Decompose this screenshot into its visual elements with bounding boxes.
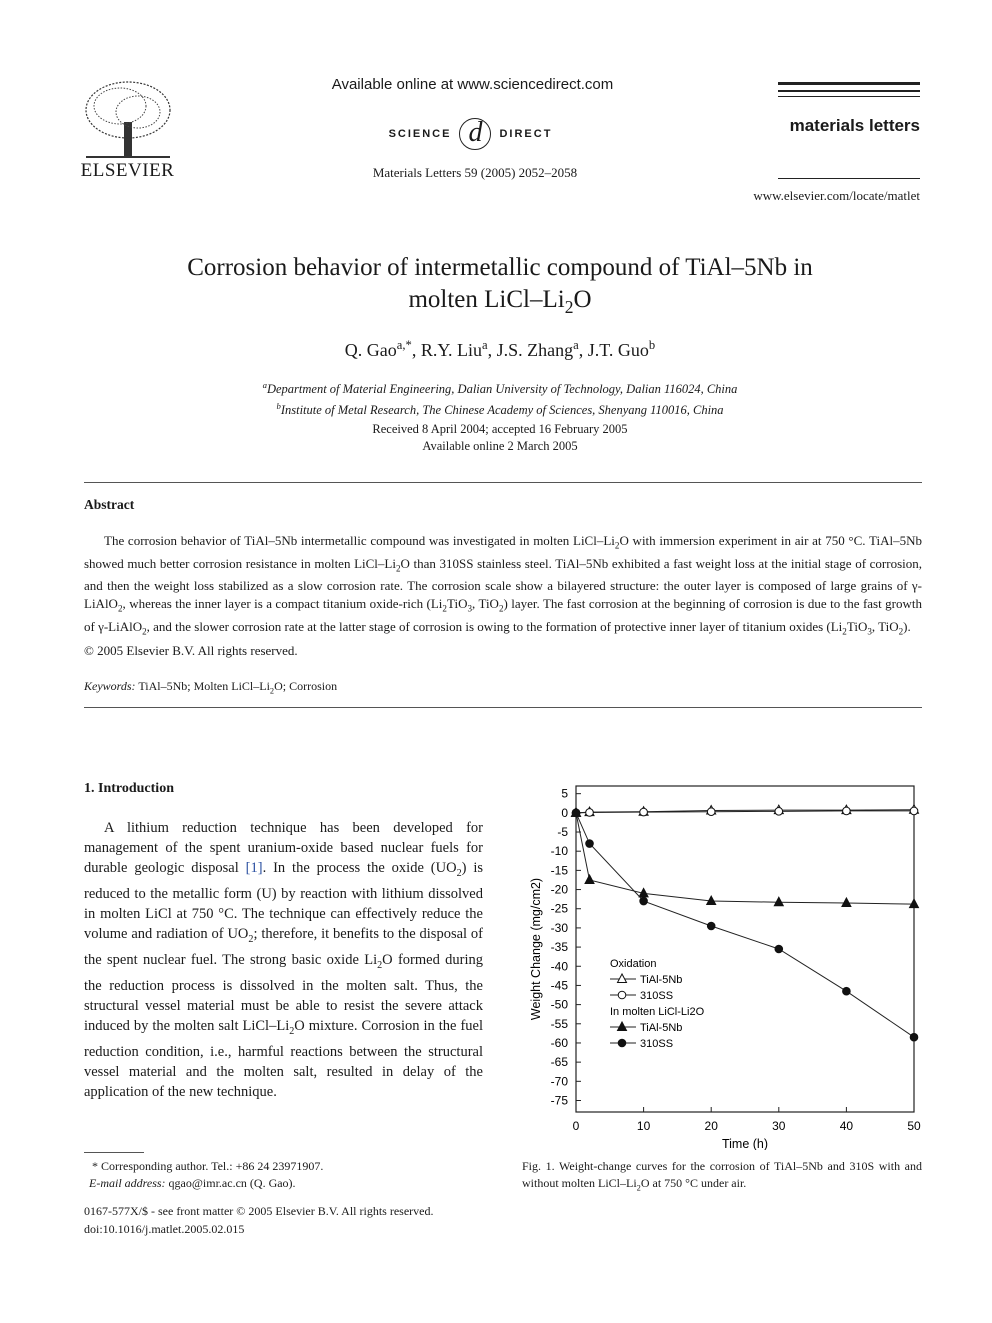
author[interactable]: J.T. Guo$^b$: [587, 338, 656, 360]
y-tick-label: -45: [550, 978, 568, 993]
author[interactable]: J.S. Zhang$^a$: [496, 338, 579, 360]
affiliation: $^a$Department of Material Engineering, Dalian University of Technology, Dalian 116024, China: [262, 380, 738, 397]
y-axis-label: Weight Change (mg/cm2): [529, 877, 543, 1021]
article-title: [100, 252, 900, 323]
legend-marker: [618, 1039, 626, 1047]
sd-at: d: [459, 118, 491, 150]
citation-link[interactable]: [1]: [245, 860, 263, 876]
data-point: [910, 807, 918, 815]
x-tick-label: 0: [572, 1119, 580, 1133]
data-point: [910, 899, 919, 908]
x-tick-label: 30: [772, 1119, 786, 1133]
section-heading: 1. Introduction: [84, 781, 174, 796]
affiliations: [100, 377, 900, 419]
y-tick-label: 0: [561, 805, 568, 820]
affiliation: $^b$Institute of Metal Research, The Chinese Academy of Sciences, Shenyang 110016, China: [276, 401, 724, 418]
data-point: [843, 807, 851, 815]
legend-entry: 310SS: [640, 990, 674, 1002]
available-date: Available online 2 March 2005: [422, 439, 578, 453]
y-tick-label: -20: [550, 882, 568, 897]
header-rule: [778, 178, 920, 179]
y-tick-label: -70: [550, 1074, 568, 1089]
journal-url[interactable]: www.elsevier.com/locate/matlet: [753, 188, 920, 203]
author[interactable]: R.Y. Liu$^a$: [420, 338, 488, 360]
y-tick-label: -75: [550, 1093, 568, 1108]
data-point: [640, 897, 648, 905]
abstract-text: The corrosion behavior of TiAl–5Nb intermetallic compound was investigated in molten LiCl–$Li_2O$ with immersion experiment in air at 750 °C. TiAl–5Nb showed much better corrosion resistance in molten LiCl–$Li_2O$ than 310SS stainless steel. TiAl–5Nb exhibited a fast weight loss at the initial stage of corrosion, and then the weight loss stabilized as a slow corrosion rate. The corrosion scale show a bilayered structure: the outer layer is composed of large grains of γ-LiAlO$_2$, whereas the inner layer is a compact titanium oxide-rich ($Li_2TiO_3$, TiO$_2$) layer. The fast corrosion at the beginning of corrosion is due to the fast growth of γ-LiAlO$_2$, and the slower corrosion rate at the latter stage of corrosion is owing to the formation of protective inner layer of titanium oxides ($Li_2TiO_3$, TiO$_2$).: [84, 533, 922, 637]
divider: [84, 707, 922, 708]
abstract-heading: Abstract: [84, 497, 135, 512]
legend-entry: 310SS: [640, 1038, 674, 1050]
email-link[interactable]: qgao@imr.ac.cn (Q. Gao).: [165, 1175, 296, 1190]
y-tick-label: -65: [550, 1055, 568, 1070]
data-point: [775, 808, 783, 816]
sd-right: DIRECT: [499, 128, 553, 140]
elsevier-tree-logo: [80, 80, 175, 160]
sd-left: SCIENCE: [388, 128, 452, 140]
x-tick-label: 20: [704, 1119, 718, 1133]
publisher-name: ELSEVIER: [80, 160, 175, 181]
data-point: [707, 922, 715, 930]
doi-line[interactable]: doi:10.1016/j.matlet.2005.02.015: [84, 1221, 245, 1236]
data-point: [775, 945, 783, 953]
y-tick-label: -40: [550, 959, 568, 974]
y-tick-label: -55: [550, 1016, 568, 1031]
data-point: [707, 808, 715, 816]
article-dates: [100, 421, 900, 455]
legend-group-title: In molten LiCl-Li2O: [610, 1006, 705, 1018]
header-rule: [778, 90, 920, 92]
y-tick-label: -25: [550, 901, 568, 916]
legend-marker: [618, 974, 627, 983]
legend-group-title: Oxidation: [610, 958, 657, 970]
header-rule: [778, 96, 920, 97]
data-point: [640, 808, 648, 816]
footnote-rule: [84, 1152, 144, 1153]
issn-line: 0167-577X/$ - see front matter © 2005 Elsevier B.V. All rights reserved.: [84, 1204, 434, 1218]
series-line: [576, 811, 914, 813]
data-point: [842, 898, 851, 907]
front-matter: [84, 1203, 504, 1238]
y-tick-label: -60: [550, 1035, 568, 1050]
author[interactable]: Q. Gao$^{a,*}$: [344, 338, 412, 360]
data-point: [585, 875, 594, 884]
data-point: [572, 809, 580, 817]
plot-frame: [576, 786, 914, 1112]
legend-marker: [618, 991, 626, 999]
title-line-1: Corrosion behavior of intermetallic compound of TiAl–5Nb in: [187, 254, 813, 281]
journal-name: materials letters: [789, 116, 920, 135]
x-tick-label: 40: [839, 1119, 854, 1133]
y-tick-label: -15: [550, 863, 568, 878]
series-line: [576, 813, 914, 904]
y-tick-label: -30: [550, 920, 568, 935]
x-axis-label: Time (h): [721, 1137, 769, 1150]
header-rule: [778, 82, 920, 85]
weight-change-chart: [522, 778, 922, 1150]
x-tick-label: 50: [907, 1119, 921, 1133]
legend-entry: TiAl-5Nb: [640, 1022, 683, 1034]
title-line-2: molten LiCl–$Li_2O$: [408, 286, 592, 317]
data-point: [586, 809, 594, 817]
series-line: [576, 813, 914, 1037]
y-tick-label: -35: [550, 940, 568, 955]
sciencedirect-logo[interactable]: [378, 116, 563, 152]
intro-paragraph: A lithium reduction technique has been developed for management of the spent uranium-oxide based nuclear fuels for durable geologic disposal [1]. In the process the oxide $(UO_2)$ is reduced to the metallic form (U) by reaction with lithium dissolved in molten LiCl at 750 °C. The technique can effectively reduce the volume and radiation of $UO_2$; therefore, it benefits to the disposal of the spent nuclear fuel. The strong basic oxide $Li_2O$ formed during the reduction process is dissolved in the molten salt. Thus, the structural vessel material must be able to resist the severe attack induced by the molten salt LiCl–$Li_2O$ mixture. Corrosion in the fuel reduction condition, i.e., harmful reactions between the structural vessel material and the molten salt, resulted in delay of the application of the new technique.: [84, 820, 484, 1100]
data-point: [586, 840, 594, 848]
data-point: [843, 987, 851, 995]
divider: [84, 482, 922, 483]
x-tick-label: 10: [636, 1119, 651, 1133]
available-online[interactable]: Available online at www.sciencedirect.com: [331, 76, 614, 93]
y-tick-label: -10: [550, 844, 568, 859]
y-tick-label: 5: [561, 786, 568, 801]
data-point: [774, 897, 783, 906]
footnote: * Corresponding author. Tel.: +86 24 23971907. E-mail address: qgao@imr.ac.cn (Q. Gao).: [89, 1159, 324, 1190]
keywords: Keywords: TiAl–5Nb; Molten LiCl–$Li_2O$; Corrosion: [84, 679, 338, 696]
received-date: Received 8 April 2004; accepted 16 February 2005: [372, 422, 628, 436]
copyright: © 2005 Elsevier B.V. All rights reserved.: [84, 643, 298, 658]
y-tick-label: -50: [550, 997, 568, 1012]
journal-reference: Materials Letters 59 (2005) 2052–2058: [372, 165, 578, 180]
figure-caption: Fig. 1. Weight-change curves for the corrosion of TiAl–5Nb and 310S with and without molten LiCl–$Li_2O$ at 750 °C under air.: [522, 1159, 922, 1192]
y-tick-label: -5: [557, 825, 568, 840]
legend-entry: TiAl-5Nb: [640, 974, 683, 986]
data-point: [910, 1033, 918, 1041]
author-list: Q. Gao$^{a,*}$, R.Y. Liu$^a$, J.S. Zhang$^a$, J.T. Guo$^b$: [344, 338, 656, 360]
legend-marker: [618, 1022, 627, 1031]
